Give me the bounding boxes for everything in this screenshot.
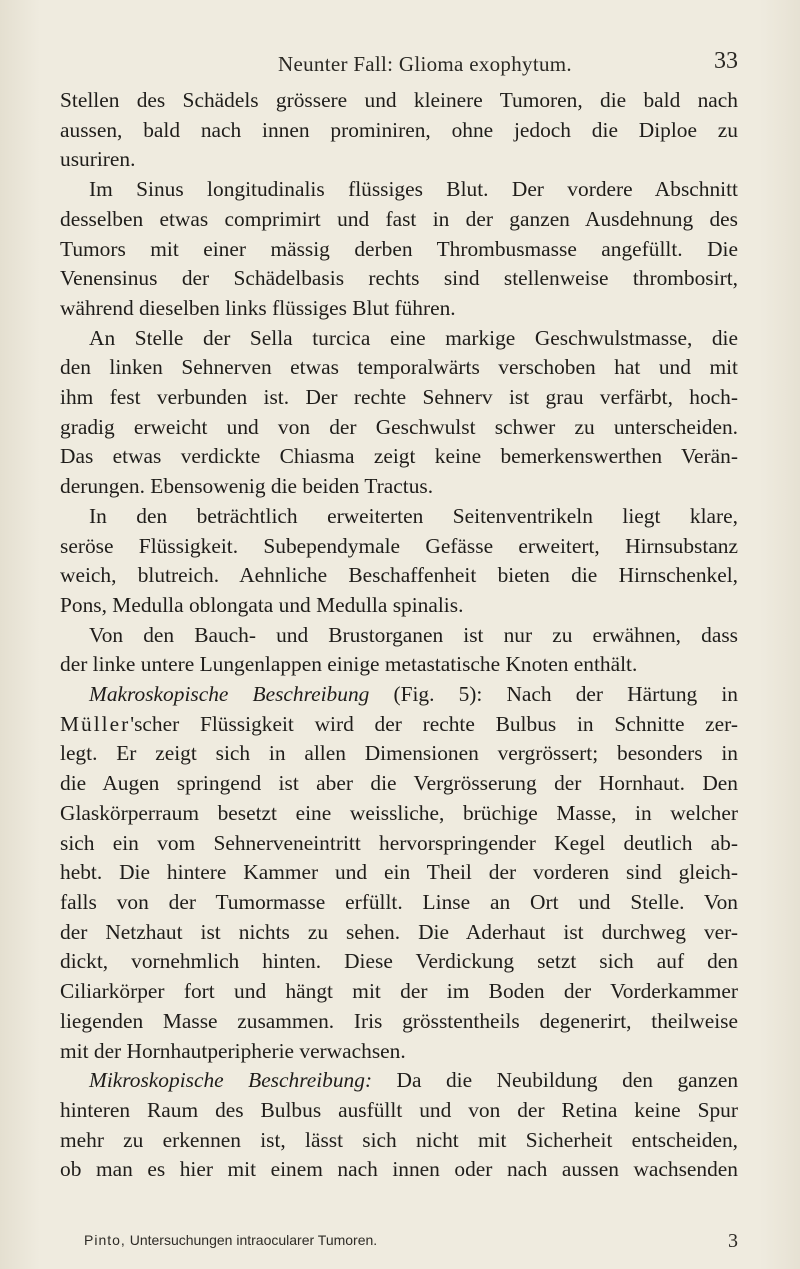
- text-line-with-heading: [60, 680, 738, 710]
- text-line: derungen. Ebensowenig die beiden Tractus.: [60, 474, 434, 499]
- text-line: liegenden Masse zusammen. Iris grösstentheils degenerirt, theilweise: [60, 1008, 738, 1033]
- text-line: der linke untere Lungenlappen einige metastatische Knoten enthält.: [60, 652, 638, 677]
- text-line-with-heading: [60, 1066, 738, 1096]
- text-line: die Augen springend ist aber die Vergrösserung der Hornhaut. Den: [60, 771, 738, 796]
- text-line: mit der Hornhautperipherie verwachsen.: [60, 1038, 406, 1063]
- text-fragment: 'scher Flüssigkeit wird der rechte Bulbus in Schnitte zer-: [130, 711, 738, 736]
- mueller-name: Müller: [60, 711, 131, 736]
- text-line: Glaskörperraum besetzt eine weissliche, brüchige Masse, in welcher: [60, 800, 738, 825]
- footer-work-title: Untersuchungen intraocularer Tumoren.: [129, 1232, 378, 1248]
- text-line: Im Sinus longitudinalis flüssiges Blut. Der vordere Abschnitt: [89, 177, 738, 202]
- text-fragment: (Fig. 5): Nach der Härtung in: [393, 682, 738, 707]
- makroskopische-heading: Makroskopische Beschreibung: [89, 682, 370, 707]
- text-line: der Netzhaut ist nichts zu sehen. Die Aderhaut ist durchweg ver-: [60, 919, 738, 944]
- text-line: den linken Sehnerven etwas temporalwärts verschoben hat und mit: [60, 355, 738, 380]
- text-line: Stellen des Schädels grössere und kleinere Tumoren, die bald nach: [60, 88, 738, 112]
- text-fragment: Da die Neubildung den ganzen: [372, 1068, 739, 1093]
- running-head-title: Neunter Fall: Glioma exophytum.: [278, 52, 572, 76]
- page-number: 33: [714, 48, 738, 74]
- text-line: Tumors mit einer mässig derben Thrombusmasse angefüllt. Die: [60, 236, 738, 261]
- text-line: dickt, vornehmlich hinten. Diese Verdickung setzt sich auf den: [60, 949, 738, 974]
- text-line: während dieselben links flüssiges Blut führen.: [60, 295, 456, 320]
- text-line: Pons, Medulla oblongata und Medulla spinalis.: [60, 592, 464, 617]
- text-line-with-name: [60, 710, 738, 740]
- sheet-signature: 3: [728, 1230, 738, 1252]
- text-line: Von den Bauch- und Brustorganen ist nur zu erwähnen, dass: [89, 622, 738, 647]
- text-line: legt. Er zeigt sich in allen Dimensionen vergrössert; besonders in: [60, 741, 738, 766]
- text-line: weich, blutreich. Aehnliche Beschaffenheit bieten die Hirnschenkel,: [60, 563, 738, 588]
- footer-signature-line: [84, 1230, 738, 1252]
- text-line: falls von der Tumormasse erfüllt. Linse an Ort und Stelle. Von: [60, 889, 738, 914]
- text-line: ob man es hier mit einem nach innen oder nach aussen wachsenden: [60, 1157, 738, 1182]
- text-line: gradig erweicht und von der Geschwulst schwer zu unterscheiden.: [60, 414, 738, 439]
- text-line: sich ein vom Sehnerveneintritt hervorspringender Kegel deutlich ab-: [60, 830, 738, 855]
- text-line: An Stelle der Sella turcica eine markige Geschwulstmasse, die: [89, 325, 738, 350]
- text-line: seröse Flüssigkeit. Subependymale Gefässe erweitert, Hirnsubstanz: [60, 533, 738, 558]
- text-line: Venensinus der Schädelbasis rechts sind stellenweise thrombosirt,: [60, 266, 738, 291]
- text-line: Ciliarkörper fort und hängt mit der im Boden der Vorderkammer: [60, 979, 738, 1004]
- text-line: hebt. Die hintere Kammer und ein Theil der vorderen sind gleich-: [60, 860, 738, 885]
- body-text: [60, 86, 738, 1185]
- footer-author: Pinto,: [84, 1232, 126, 1248]
- text-line: Das etwas verdickte Chiasma zeigt keine bemerkenswerthen Verän-: [60, 444, 738, 469]
- text-line: aussen, bald nach innen prominiren, ohne jedoch die Diploe zu: [60, 117, 738, 142]
- text-line: ihm fest verbunden ist. Der rechte Sehnerv ist grau verfärbt, hoch-: [60, 385, 738, 410]
- text-line: hinteren Raum des Bulbus ausfüllt und von der Retina keine Spur: [60, 1097, 738, 1122]
- mikroskopische-heading: Mikroskopische Beschreibung:: [89, 1068, 373, 1093]
- text-line: mehr zu erkennen ist, lässt sich nicht mit Sicherheit entscheiden,: [60, 1127, 738, 1152]
- text-line: desselben etwas comprimirt und fast in der ganzen Ausdehnung des: [60, 206, 738, 231]
- text-line: usuriren.: [60, 147, 136, 172]
- text-line: In den beträchtlich erweiterten Seitenventrikeln liegt klare,: [89, 503, 738, 528]
